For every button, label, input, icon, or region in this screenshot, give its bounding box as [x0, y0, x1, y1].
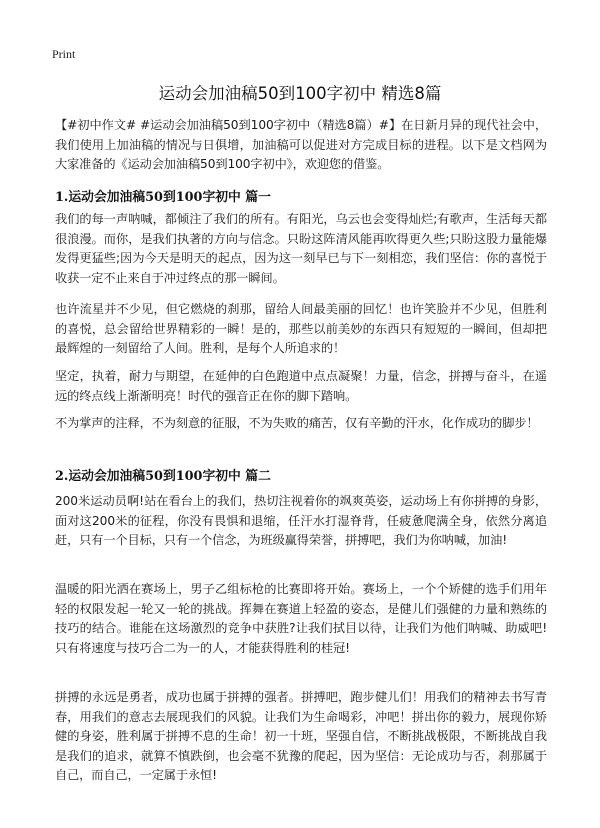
section-1-paragraph-1: 我们的每一声呐喊，都倾注了我们的所有。有阳光，乌云也会变得灿烂;有歌声，生活每天都很浪漫。而你，是我们执著的方向与信念。只盼这阵清风能再吹得更久些;只盼这股力量能爆发得更猛些;因为今天是明天的起点，因为这一刻早已与下一刻相恋，我们坚信：你的喜悦于收获一定不止来自于冲过终点的那一瞬间。: [55, 212, 547, 285]
section-1-paragraph-3: 坚定，执着，耐力与期望，在延伸的白色跑道中点点凝聚！力量，信念，拼搏与奋斗，在遥远的终点线上渐渐明亮！时代的强音正在你的脚下踏响。: [55, 369, 547, 403]
intro-paragraph: 【#初中作文# #运动会加油稿50到100字初中（精选8篇）#】在日新月异的现代社会中，我们使用上加油稿的情况与日俱增，加油稿可以促进对方完成目标的进程。以下是文档网为大家准备的《运动会加油稿50到100字初中》，欢迎您的借鉴。: [55, 118, 547, 171]
section-1-paragraph-2: 也许流星并不少见，但它燃烧的刹那，留给人间最美丽的回忆！也许笑脸并不少见，但胜利的喜悦，总会留给世界精彩的一瞬！是的，那些以前美妙的东西只有短短的一瞬间，但却把最辉煌的一刻留给了人间。胜利，是每个人所追求的！: [55, 302, 547, 355]
print-link[interactable]: Print: [52, 47, 76, 61]
section-2-paragraph-3: 拼搏的永远是勇者，成功也属于拼搏的强者。拼搏吧，跑步健儿们！用我们的精神去书写青春，用我们的意志去展现我们的风貌。让我们为生命喝彩，冲吧！拼出你的毅力，展现你矫健的身姿，胜利属于拼搏不息的生命！初一十班，坚强自信，不断挑战极限，不断挑战自我是我们的追求，就算不慎跌倒，也会毫不犹豫的爬起，因为坚信：无论成功与否，刹那属于自己，而自己，一定属于永恒!: [55, 690, 547, 782]
section-heading-2: 2.运动会加油稿50到100字初中 篇二: [55, 469, 271, 484]
section-2-paragraph-2: 温暖的阳光洒在赛场上，男子乙组标枪的比赛即将开始。赛场上，一个个矫健的选手们用年轻的权限发起一轮又一轮的挑战。挥舞在赛道上轻盈的姿态，是健儿们强健的力量和熟练的技巧的结合。谁能在这场激烈的竞争中获胜?让我们拭目以待，让我们为他们呐喊、助威吧!只有将速度与技巧合二为一的人，才能获得胜利的桂冠!: [55, 582, 547, 655]
section-heading-1: 1.运动会加油稿50到100字初中 篇一: [55, 190, 271, 205]
section-1-paragraph-4: 不为掌声的注释，不为刻意的征服，不为失败的痛苦，仅有辛勤的汗水，化作成功的脚步！: [55, 416, 539, 430]
page-title: 运动会加油稿50到100字初中 精选8篇: [158, 84, 442, 103]
section-2-paragraph-1: 200米运动员啊!站在看台上的我们，热切注视着你的飒爽英姿，运动场上有你拼搏的身影，面对这200米的征程，你没有畏惧和退缩，任汗水打湿脊背，任疲惫爬满全身，依然分离追赶，只有一个目标，只有一个信念，为班级赢得荣誉，拼搏吧，我们为你呐喊，加油!: [55, 494, 547, 547]
